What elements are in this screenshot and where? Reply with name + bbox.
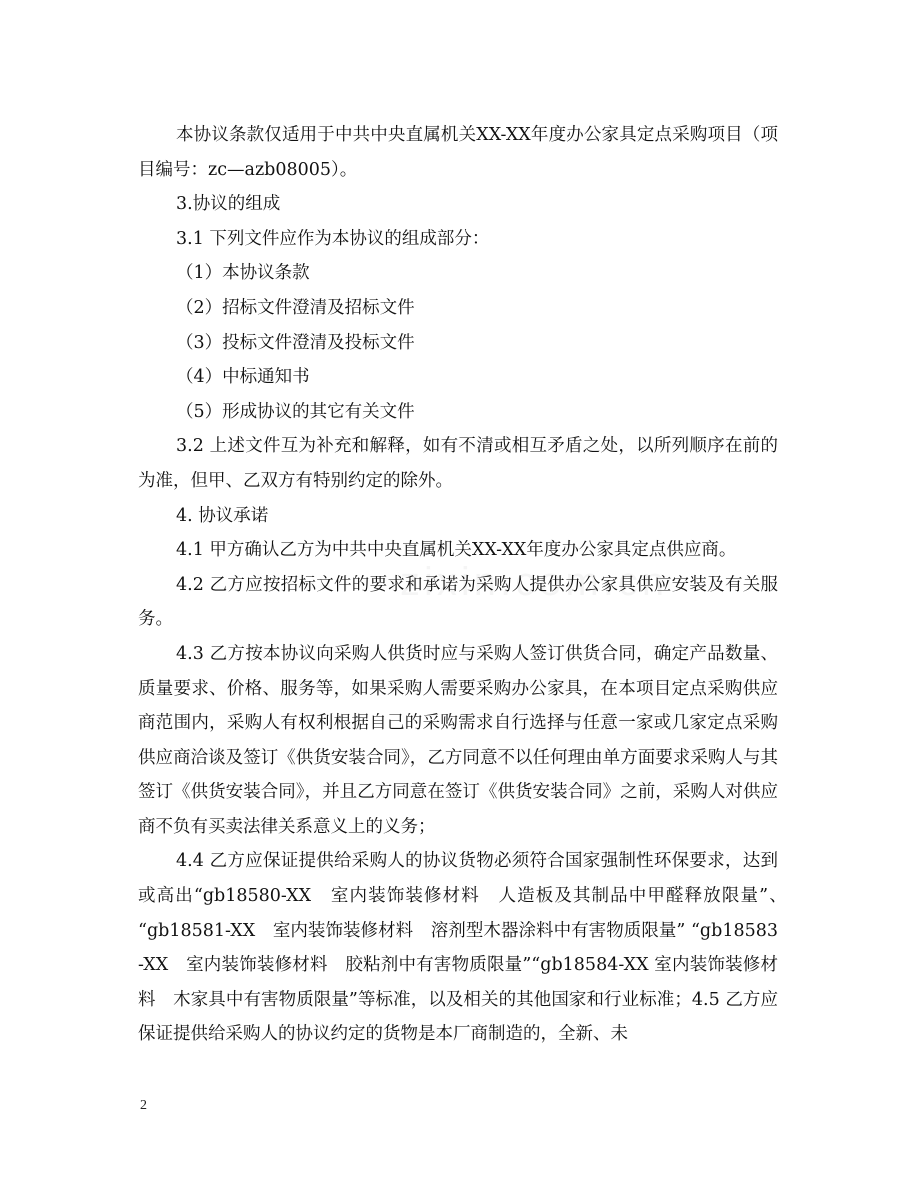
paragraph: 本协议条款仅适用于中共中央直属机关XX-XX年度办公家具定点采购项目（项目编号：zc—azb08005）。 [138,125,778,180]
paragraph: 3.2 上述文件互为补充和解释，如有不清或相互矛盾之处，以所列顺序在前的为准，但甲、乙双方有特别约定的除外。 [138,436,778,491]
list-item: （1）本协议条款 [176,263,310,284]
paragraph: 3.协议的组成 [176,194,281,215]
list-item: （5）形成协议的其它有关文件 [176,401,415,422]
paragraph: 4.4 乙方应保证提供给采购人的协议货物必须符合国家强制性环保要求，达到或高出“gb18580-XX 室内装饰装修材料 人造板及其制品中甲醛释放限量”、 “gb18581-XX 室内装饰装修材料 溶剂型木器涂料中有害物质限量” “gb18583-XX 室内装饰装修材料 胶粘剂中有害物质限量”“gb18584-XX 室内装饰装修材料 木家具中有害物质限量”等标准，以及相关的其他国家和行业标准；4.5 乙方应保证提供给采购人的协议约定的货物是本厂商制造的，全新、未 [138,851,796,1045]
list-item: （4）中标通知书 [176,367,310,388]
list-item: （2）招标文件澄清及招标文件 [176,297,415,318]
paragraph: 4. 协议承诺 [176,505,269,526]
document-body [138,118,796,1052]
paragraph: 3.1 下列文件应作为本协议的组成部分： [176,228,490,249]
paragraph: 4.1 甲方确认乙方为中共中央直属机关XX-XX年度办公家具定点供应商。 [176,540,737,561]
page-number: 2 [140,1098,147,1113]
paragraph: 4.2 乙方应按招标文件的要求和承诺为采购人提供办公家具供应安装及有关服务。 [138,574,778,630]
list-item: （3）投标文件澄清及投标文件 [176,332,415,353]
paragraph: 4.3 乙方按本协议向采购人供货时应与采购人签订供货合同，确定产品数量、质量要求、价格、服务等，如果采购人需要采购办公家具，在本项目定点采购供应商范围内，采购人有权利根据自己的采购需求自行选择与任意一家或几家定点采购供应商洽谈及签订《供货安装合同》，乙方同意不以任何理由单方面要求采购人与其签订《供货安装合同》，并且乙方同意在签订《供货安装合同》之前，采购人对供应商不负有买卖法律关系意义上的义务； [138,643,778,837]
